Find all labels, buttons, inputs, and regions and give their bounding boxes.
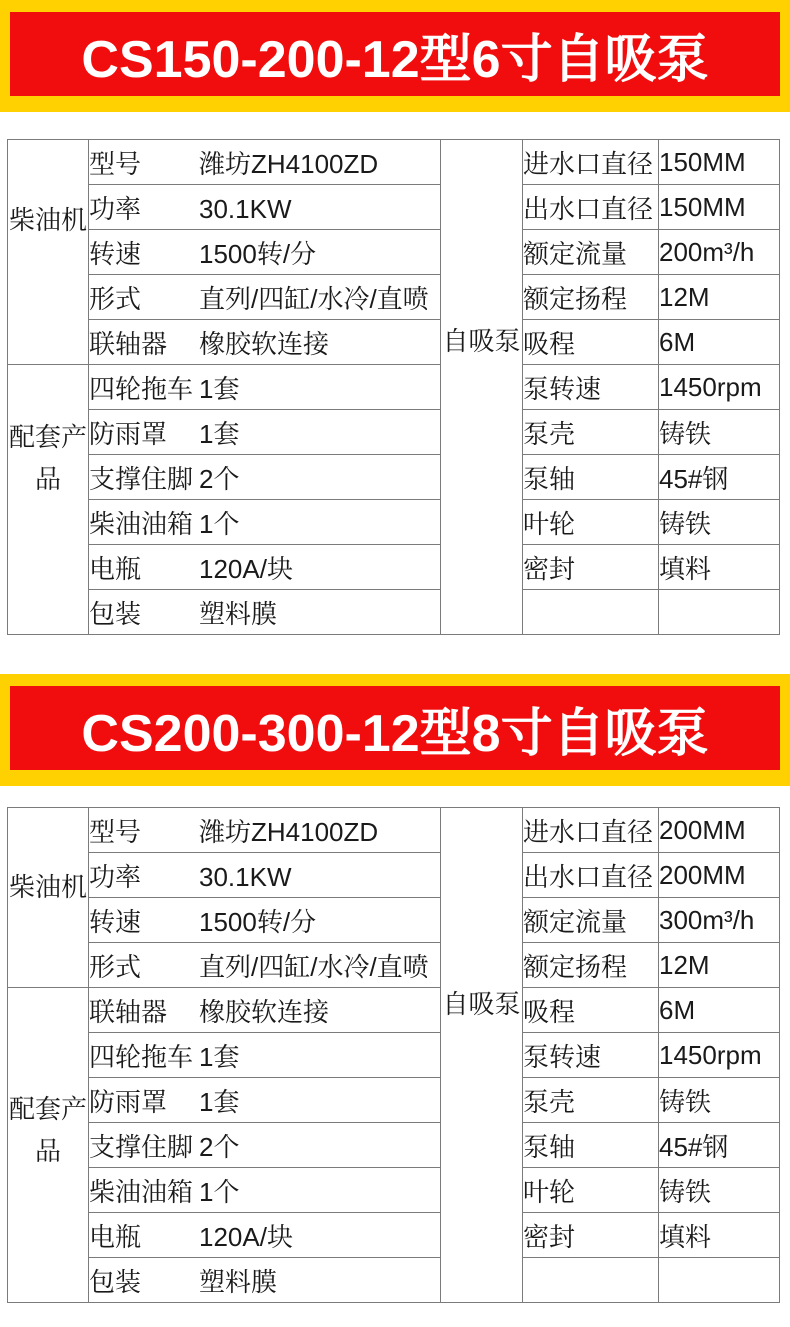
pump-spec-label: 泵转速 bbox=[523, 365, 659, 410]
spacer bbox=[0, 786, 790, 807]
spec-value: 1个 bbox=[199, 508, 240, 539]
pump-spec-label: 出水口直径 bbox=[523, 853, 659, 898]
pump-spec-value: 填料 bbox=[659, 1213, 780, 1258]
spec-label: 包装 bbox=[89, 598, 142, 629]
pump-spec-value: 填料 bbox=[659, 545, 780, 590]
spec-value: 30.1KW bbox=[199, 193, 292, 224]
spec-value: 1500转/分 bbox=[199, 906, 317, 937]
spec-label: 联轴器 bbox=[89, 328, 168, 359]
group-cell-engine: 柴油机 bbox=[8, 808, 89, 988]
engine-spec-cell bbox=[89, 275, 441, 320]
spec-value: 橡胶软连接 bbox=[199, 328, 330, 359]
pump-spec-label: 泵壳 bbox=[523, 410, 659, 455]
pump-spec-value: 铸铁 bbox=[659, 1078, 780, 1123]
engine-spec-cell bbox=[89, 185, 441, 230]
spec-table-2 bbox=[7, 807, 780, 1303]
pump-spec-value: 300m³/h bbox=[659, 898, 780, 943]
accessory-spec-cell bbox=[89, 365, 441, 410]
pump-spec-label-empty bbox=[523, 1258, 659, 1303]
pump-spec-label: 泵轴 bbox=[523, 1123, 659, 1168]
pump-spec-value: 铸铁 bbox=[659, 1168, 780, 1213]
engine-spec-cell bbox=[89, 808, 441, 853]
engine-spec-cell bbox=[89, 140, 441, 185]
pump-spec-label: 吸程 bbox=[523, 988, 659, 1033]
spec-value: 2个 bbox=[199, 463, 240, 494]
pump-spec-value: 150MM bbox=[659, 185, 780, 230]
spec-label: 功率 bbox=[89, 193, 142, 224]
spec-value: 1套 bbox=[199, 373, 240, 404]
spec-value: 1套 bbox=[199, 1086, 240, 1117]
pump-spec-label: 泵转速 bbox=[523, 1033, 659, 1078]
pump-spec-label: 叶轮 bbox=[523, 500, 659, 545]
product-banner-2-title: CS200-300-12型8寸自吸泵 bbox=[81, 704, 709, 763]
pump-spec-label: 额定扬程 bbox=[523, 943, 659, 988]
pump-spec-value: 6M bbox=[659, 320, 780, 365]
group-cell-accessories: 配套产品 bbox=[8, 988, 89, 1303]
spec-label: 支撑住脚 bbox=[89, 1131, 194, 1162]
pump-spec-value: 铸铁 bbox=[659, 500, 780, 545]
spec-value: 30.1KW bbox=[199, 861, 292, 892]
spec-value: 2个 bbox=[199, 1131, 240, 1162]
pump-spec-value: 45#钢 bbox=[659, 1123, 780, 1168]
spec-label: 包装 bbox=[89, 1266, 142, 1297]
spec-value: 橡胶软连接 bbox=[199, 996, 330, 1027]
header-band-2 bbox=[0, 674, 790, 786]
pump-spec-value: 12M bbox=[659, 275, 780, 320]
spec-value: 直列/四缸/水冷/直喷 bbox=[199, 951, 429, 982]
group-cell-accessories: 配套产品 bbox=[8, 365, 89, 635]
accessory-spec-cell bbox=[89, 1033, 441, 1078]
pump-spec-label: 密封 bbox=[523, 545, 659, 590]
spec-value: 潍坊ZH4100ZD bbox=[199, 148, 379, 179]
spec-value: 塑料膜 bbox=[199, 1266, 278, 1297]
spec-label: 形式 bbox=[89, 283, 142, 314]
group-cell-pump: 自吸泵 bbox=[441, 808, 523, 1303]
pump-spec-label: 进水口直径 bbox=[523, 808, 659, 853]
accessory-spec-cell bbox=[89, 410, 441, 455]
accessory-spec-cell bbox=[89, 500, 441, 545]
product-banner-1 bbox=[10, 12, 780, 96]
product-banner-2 bbox=[10, 686, 780, 770]
accessory-spec-cell bbox=[89, 1168, 441, 1213]
pump-spec-value: 12M bbox=[659, 943, 780, 988]
pump-spec-value: 铸铁 bbox=[659, 410, 780, 455]
spec-label: 转速 bbox=[89, 906, 142, 937]
pump-spec-label: 额定扬程 bbox=[523, 275, 659, 320]
spec-value: 120A/块 bbox=[199, 1221, 293, 1252]
pump-spec-value: 45#钢 bbox=[659, 455, 780, 500]
spec-label: 型号 bbox=[89, 148, 142, 179]
pump-spec-value: 6M bbox=[659, 988, 780, 1033]
pump-spec-label: 额定流量 bbox=[523, 898, 659, 943]
spec-label: 四轮拖车 bbox=[89, 373, 194, 404]
group-cell-engine: 柴油机 bbox=[8, 140, 89, 365]
spec-value: 1个 bbox=[199, 1176, 240, 1207]
accessory-spec-cell bbox=[89, 1258, 441, 1303]
accessory-spec-cell bbox=[89, 1213, 441, 1258]
pump-spec-label: 叶轮 bbox=[523, 1168, 659, 1213]
spec-label: 支撑住脚 bbox=[89, 463, 194, 494]
spacer bbox=[0, 112, 790, 139]
spec-value: 120A/块 bbox=[199, 553, 293, 584]
spec-label: 型号 bbox=[89, 816, 142, 847]
pump-spec-label: 出水口直径 bbox=[523, 185, 659, 230]
pump-spec-label: 进水口直径 bbox=[523, 140, 659, 185]
spec-label: 电瓶 bbox=[89, 553, 142, 584]
spacer bbox=[0, 635, 790, 674]
accessory-spec-cell bbox=[89, 988, 441, 1033]
spec-table-1 bbox=[7, 139, 780, 635]
spec-label: 四轮拖车 bbox=[89, 1041, 194, 1072]
spec-value: 直列/四缸/水冷/直喷 bbox=[199, 283, 429, 314]
spec-value: 塑料膜 bbox=[199, 598, 278, 629]
pump-spec-label: 泵壳 bbox=[523, 1078, 659, 1123]
spec-label: 联轴器 bbox=[89, 996, 168, 1027]
spec-value: 1500转/分 bbox=[199, 238, 317, 269]
pump-spec-value: 1450rpm bbox=[659, 1033, 780, 1078]
spec-label: 防雨罩 bbox=[89, 418, 168, 449]
spec-label: 转速 bbox=[89, 238, 142, 269]
spec-label: 电瓶 bbox=[89, 1221, 142, 1252]
spec-value: 1套 bbox=[199, 1041, 240, 1072]
pump-spec-value-empty bbox=[659, 1258, 780, 1303]
pump-spec-label-empty bbox=[523, 590, 659, 635]
accessory-spec-cell bbox=[89, 1078, 441, 1123]
pump-spec-label: 泵轴 bbox=[523, 455, 659, 500]
header-band-1 bbox=[0, 0, 790, 112]
accessory-spec-cell bbox=[89, 545, 441, 590]
pump-spec-value: 150MM bbox=[659, 140, 780, 185]
pump-spec-label: 密封 bbox=[523, 1213, 659, 1258]
accessory-spec-cell bbox=[89, 455, 441, 500]
spec-label: 形式 bbox=[89, 951, 142, 982]
pump-spec-value: 200m³/h bbox=[659, 230, 780, 275]
accessory-spec-cell bbox=[89, 1123, 441, 1168]
pump-spec-label: 吸程 bbox=[523, 320, 659, 365]
product-banner-1-title: CS150-200-12型6寸自吸泵 bbox=[81, 30, 709, 89]
engine-spec-cell bbox=[89, 320, 441, 365]
engine-spec-cell bbox=[89, 898, 441, 943]
pump-spec-value: 200MM bbox=[659, 808, 780, 853]
spec-label: 功率 bbox=[89, 861, 142, 892]
spec-label: 柴油油箱 bbox=[89, 508, 194, 539]
pump-spec-value-empty bbox=[659, 590, 780, 635]
pump-spec-label: 额定流量 bbox=[523, 230, 659, 275]
spec-value: 潍坊ZH4100ZD bbox=[199, 816, 379, 847]
spec-label: 柴油油箱 bbox=[89, 1176, 194, 1207]
pump-spec-value: 200MM bbox=[659, 853, 780, 898]
engine-spec-cell bbox=[89, 230, 441, 275]
group-cell-pump: 自吸泵 bbox=[441, 140, 523, 635]
engine-spec-cell bbox=[89, 943, 441, 988]
engine-spec-cell bbox=[89, 853, 441, 898]
spec-label: 防雨罩 bbox=[89, 1086, 168, 1117]
pump-spec-value: 1450rpm bbox=[659, 365, 780, 410]
accessory-spec-cell bbox=[89, 590, 441, 635]
spec-value: 1套 bbox=[199, 418, 240, 449]
